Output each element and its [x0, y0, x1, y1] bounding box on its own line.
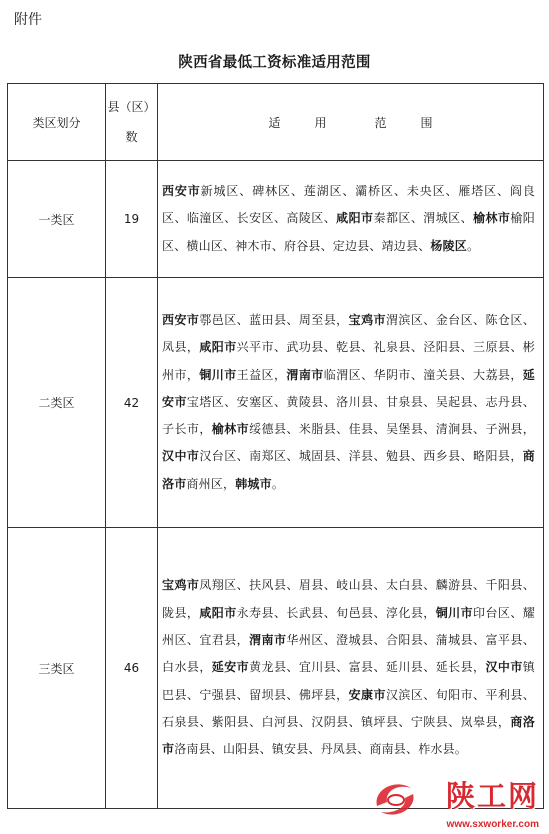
- scope-text: 永寿县、长武县、旬邑县、淳化县，: [236, 605, 436, 620]
- header-count-line2: 数: [125, 130, 138, 144]
- swirl-logo-icon: [369, 776, 421, 822]
- header-count-line1: 县（区）: [107, 100, 156, 114]
- county-count-cell: 46: [106, 528, 158, 809]
- header-scope-char: 范: [374, 115, 387, 130]
- scope-text: 。: [271, 476, 285, 491]
- city-name: 汉中市: [485, 660, 523, 675]
- table-header-row: [8, 84, 544, 161]
- city-name: 延安市: [211, 660, 250, 675]
- city-name: 咸阳市: [199, 340, 237, 355]
- city-name: 商洛市: [162, 714, 536, 757]
- city-name: 西安市: [162, 184, 201, 199]
- city-name: 宝鸡市: [162, 578, 200, 593]
- scope-text: 商州区，: [186, 476, 236, 491]
- city-name: 咸阳市: [199, 605, 237, 620]
- city-name: 渭南市: [286, 367, 324, 382]
- scope-text: 新城区、碑林区、莲湖区、灞桥区、未央区、雁塔区、阎良区、临潼区、长安区、高陵区、: [162, 184, 535, 226]
- document-title: 陕西省最低工资标准适用范围: [178, 55, 371, 71]
- scope-cell: [158, 161, 544, 278]
- county-count-cell: 42: [106, 278, 158, 528]
- header-scope-char: 围: [420, 115, 433, 130]
- city-name: 咸阳市: [336, 211, 374, 226]
- city-name: 渭南市: [249, 633, 287, 648]
- category-cell: 二类区: [8, 278, 106, 528]
- scope-text: 黄龙县、宜川县、富县、延川县、延长县，: [249, 660, 486, 675]
- header-scope: [158, 84, 544, 161]
- coverage-table: [7, 83, 544, 809]
- scope-text: 秦都区、渭城区、: [373, 211, 474, 226]
- header-scope-char: 适: [268, 115, 281, 130]
- scope-text: 凤翔区、扶风县、眉县、岐山县、太白县、麟游县、千阳县、陇县，: [162, 578, 535, 620]
- city-name: 汉中市: [162, 449, 200, 464]
- city-name: 铜川市: [199, 367, 237, 382]
- scope-text: 洛南县、山阳县、镇安县、丹凤县、商南县、柞水县。: [174, 742, 468, 757]
- city-name: 宝鸡市: [348, 312, 386, 327]
- scope-text: 印台区、耀州区、宜君县，: [162, 605, 535, 648]
- county-count-cell: 19: [106, 161, 158, 278]
- scope-text: 鄠邑区、蓝田县、周至县，: [199, 312, 349, 327]
- scope-text: 临渭区、华阴市、潼关县、大荔县，: [323, 367, 523, 382]
- scope-text: 宝塔区、安塞区、黄陵县、洛川县、甘泉县、吴起县、志丹县、子长市，: [162, 394, 535, 437]
- scope-text: 镇巴县、宁强县、留坝县、佛坪县，: [162, 660, 535, 702]
- scope-text: 榆阳区、横山区、神木市、府谷县、定边县、靖边县、: [162, 211, 535, 253]
- scope-text: 华州区、澄城县、合阳县、蒲城县、富平县、白水县，: [162, 633, 535, 675]
- scope-cell: [158, 528, 544, 809]
- scope-cell: [158, 278, 544, 528]
- city-name: 铜川市: [435, 605, 474, 620]
- city-name: 榆林市: [211, 422, 250, 437]
- table-row-class2: [8, 278, 544, 528]
- scope-text: 汉滨区、旬阳市、平利县、石泉县、紫阳县、白河县、汉阴县、镇坪县、宁陕县、岚皋县，: [162, 687, 535, 729]
- city-name: 榆林市: [473, 211, 511, 226]
- city-name: 安康市: [348, 687, 386, 702]
- scope-text: 渭滨区、金台区、陈仓区、凤县，: [162, 312, 535, 355]
- category-cell: 三类区: [8, 528, 106, 809]
- city-name: 韩城市: [235, 476, 272, 491]
- watermark-logo: [367, 772, 545, 832]
- header-category: 类区划分: [8, 84, 106, 161]
- attachment-label: 附件: [14, 12, 42, 28]
- scope-text: 王益区，: [236, 367, 287, 382]
- city-name: 延安市: [162, 367, 535, 409]
- scope-text: 绥德县、米脂县、佳县、吴堡县、清涧县、子洲县，: [249, 422, 535, 437]
- watermark-url: www.sxworker.com: [446, 819, 539, 830]
- table-row-class3: [8, 528, 544, 809]
- table-row-class1: [8, 161, 544, 278]
- header-count: [106, 84, 158, 161]
- scope-text: 兴平市、武功县、乾县、礼泉县、泾阳县、三原县、彬州市，: [162, 340, 535, 382]
- city-name: 西安市: [162, 312, 200, 327]
- watermark-brand: 陕工网: [445, 779, 539, 813]
- scope-text: 。: [467, 238, 480, 253]
- category-cell: 一类区: [8, 161, 106, 278]
- city-name: 杨陵区: [430, 238, 468, 253]
- city-name: 商洛市: [162, 449, 535, 491]
- header-scope-char: 用: [314, 115, 327, 130]
- scope-text: 汉台区、南郑区、城固县、洋县、勉县、西乡县、略阳县，: [199, 449, 523, 464]
